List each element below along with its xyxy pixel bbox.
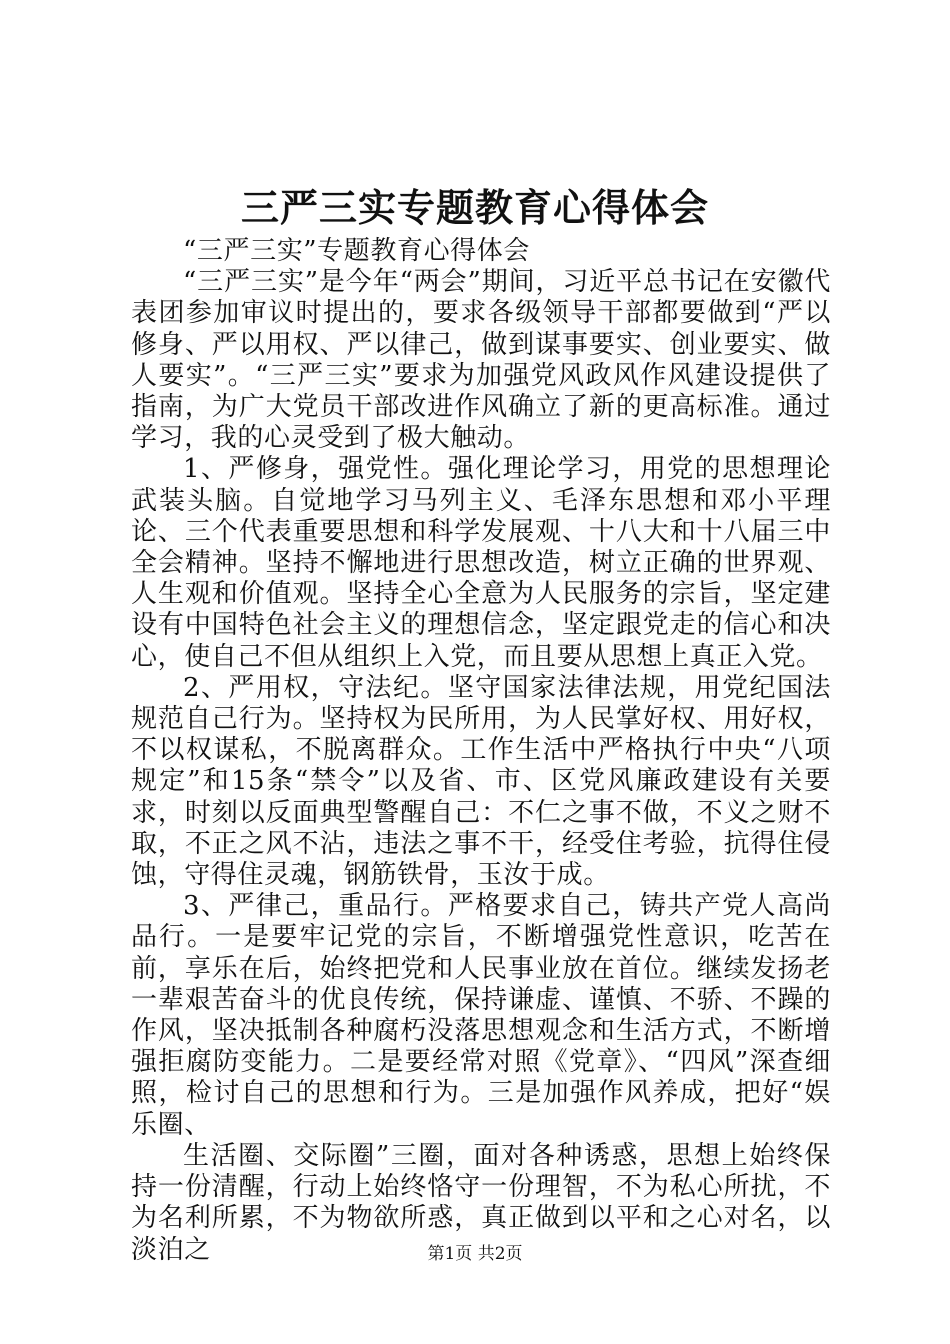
document-body (131, 236, 831, 1266)
document-title: 三严三实专题教育心得体会 (240, 185, 709, 230)
continuation-paragraph: 生活圈、交际圈”三圈，面对各种诱惑，思想上始终保持一份清醒，行动上始终恪守一份理智，不为私心所扰，不为名利所累，不为物欲所惑，真正做到以平和之心对名，以淡泊之 (131, 1140, 831, 1265)
point-1-paragraph: 1、严修身，强党性。强化理论学习，用党的思想理论武装头脑。自觉地学习马列主义、毛泽东思想和邓小平理论、三个代表重要思想和科学发展观、十八大和十八届三中全会精神。坚持不懈地进行思想改造，树立正确的世界观、人生观和价值观。坚持全心全意为人民服务的宗旨，坚定建设有中国特色社会主义的理想信念，坚定跟党走的信心和决心，使自己不但从组织上入党，而且要从思想上真正入党。 (131, 454, 831, 672)
page-number-footer: 第1页 共2页 (427, 1244, 523, 1264)
intro-paragraph: “三严三实”是今年“两会”期间，习近平总书记在安徽代表团参加审议时提出的，要求各级领导干部都要做到“严以修身、严以用权、严以律己，做到谋事要实、创业要实、做人要实”。“三严三实”要求为加强党风政风作风建设提供了指南，为广大党员干部改进作风确立了新的更高标准。通过学习，我的心灵受到了极大触动。 (131, 267, 831, 454)
point-3-paragraph: 3、严律己，重品行。严格要求自己，铸共产党人高尚品行。一是要牢记党的宗旨，不断增强党性意识，吃苦在前，享乐在后，始终把党和人民事业放在首位。继续发扬老一辈艰苦奋斗的优良传统，保持谦虚、谨慎、不骄、不躁的作风，坚决抵制各种腐朽没落思想观念和生活方式，不断增强拒腐防变能力。二是要经常对照《党章》、“四风”深查细照，检讨自己的思想和行为。三是加强作风养成，把好“娱乐圈、 (131, 891, 831, 1140)
subtitle-paragraph: “三严三实”专题教育心得体会 (183, 236, 530, 266)
point-2-paragraph: 2、严用权，守法纪。坚守国家法律法规，用党纪国法规范自己行为。坚持权为民所用，为人民掌好权、用好权，不以权谋私，不脱离群众。工作生活中严格执行中央“八项规定”和15条“禁令”以及省、市、区党风廉政建设有关要求，时刻以反面典型警醒自己：不仁之事不做，不义之财不取，不正之风不沾，违法之事不干，经受住考验，抗得住侵蚀，守得住灵魂，钢筋铁骨，玉汝于成。 (131, 672, 831, 891)
